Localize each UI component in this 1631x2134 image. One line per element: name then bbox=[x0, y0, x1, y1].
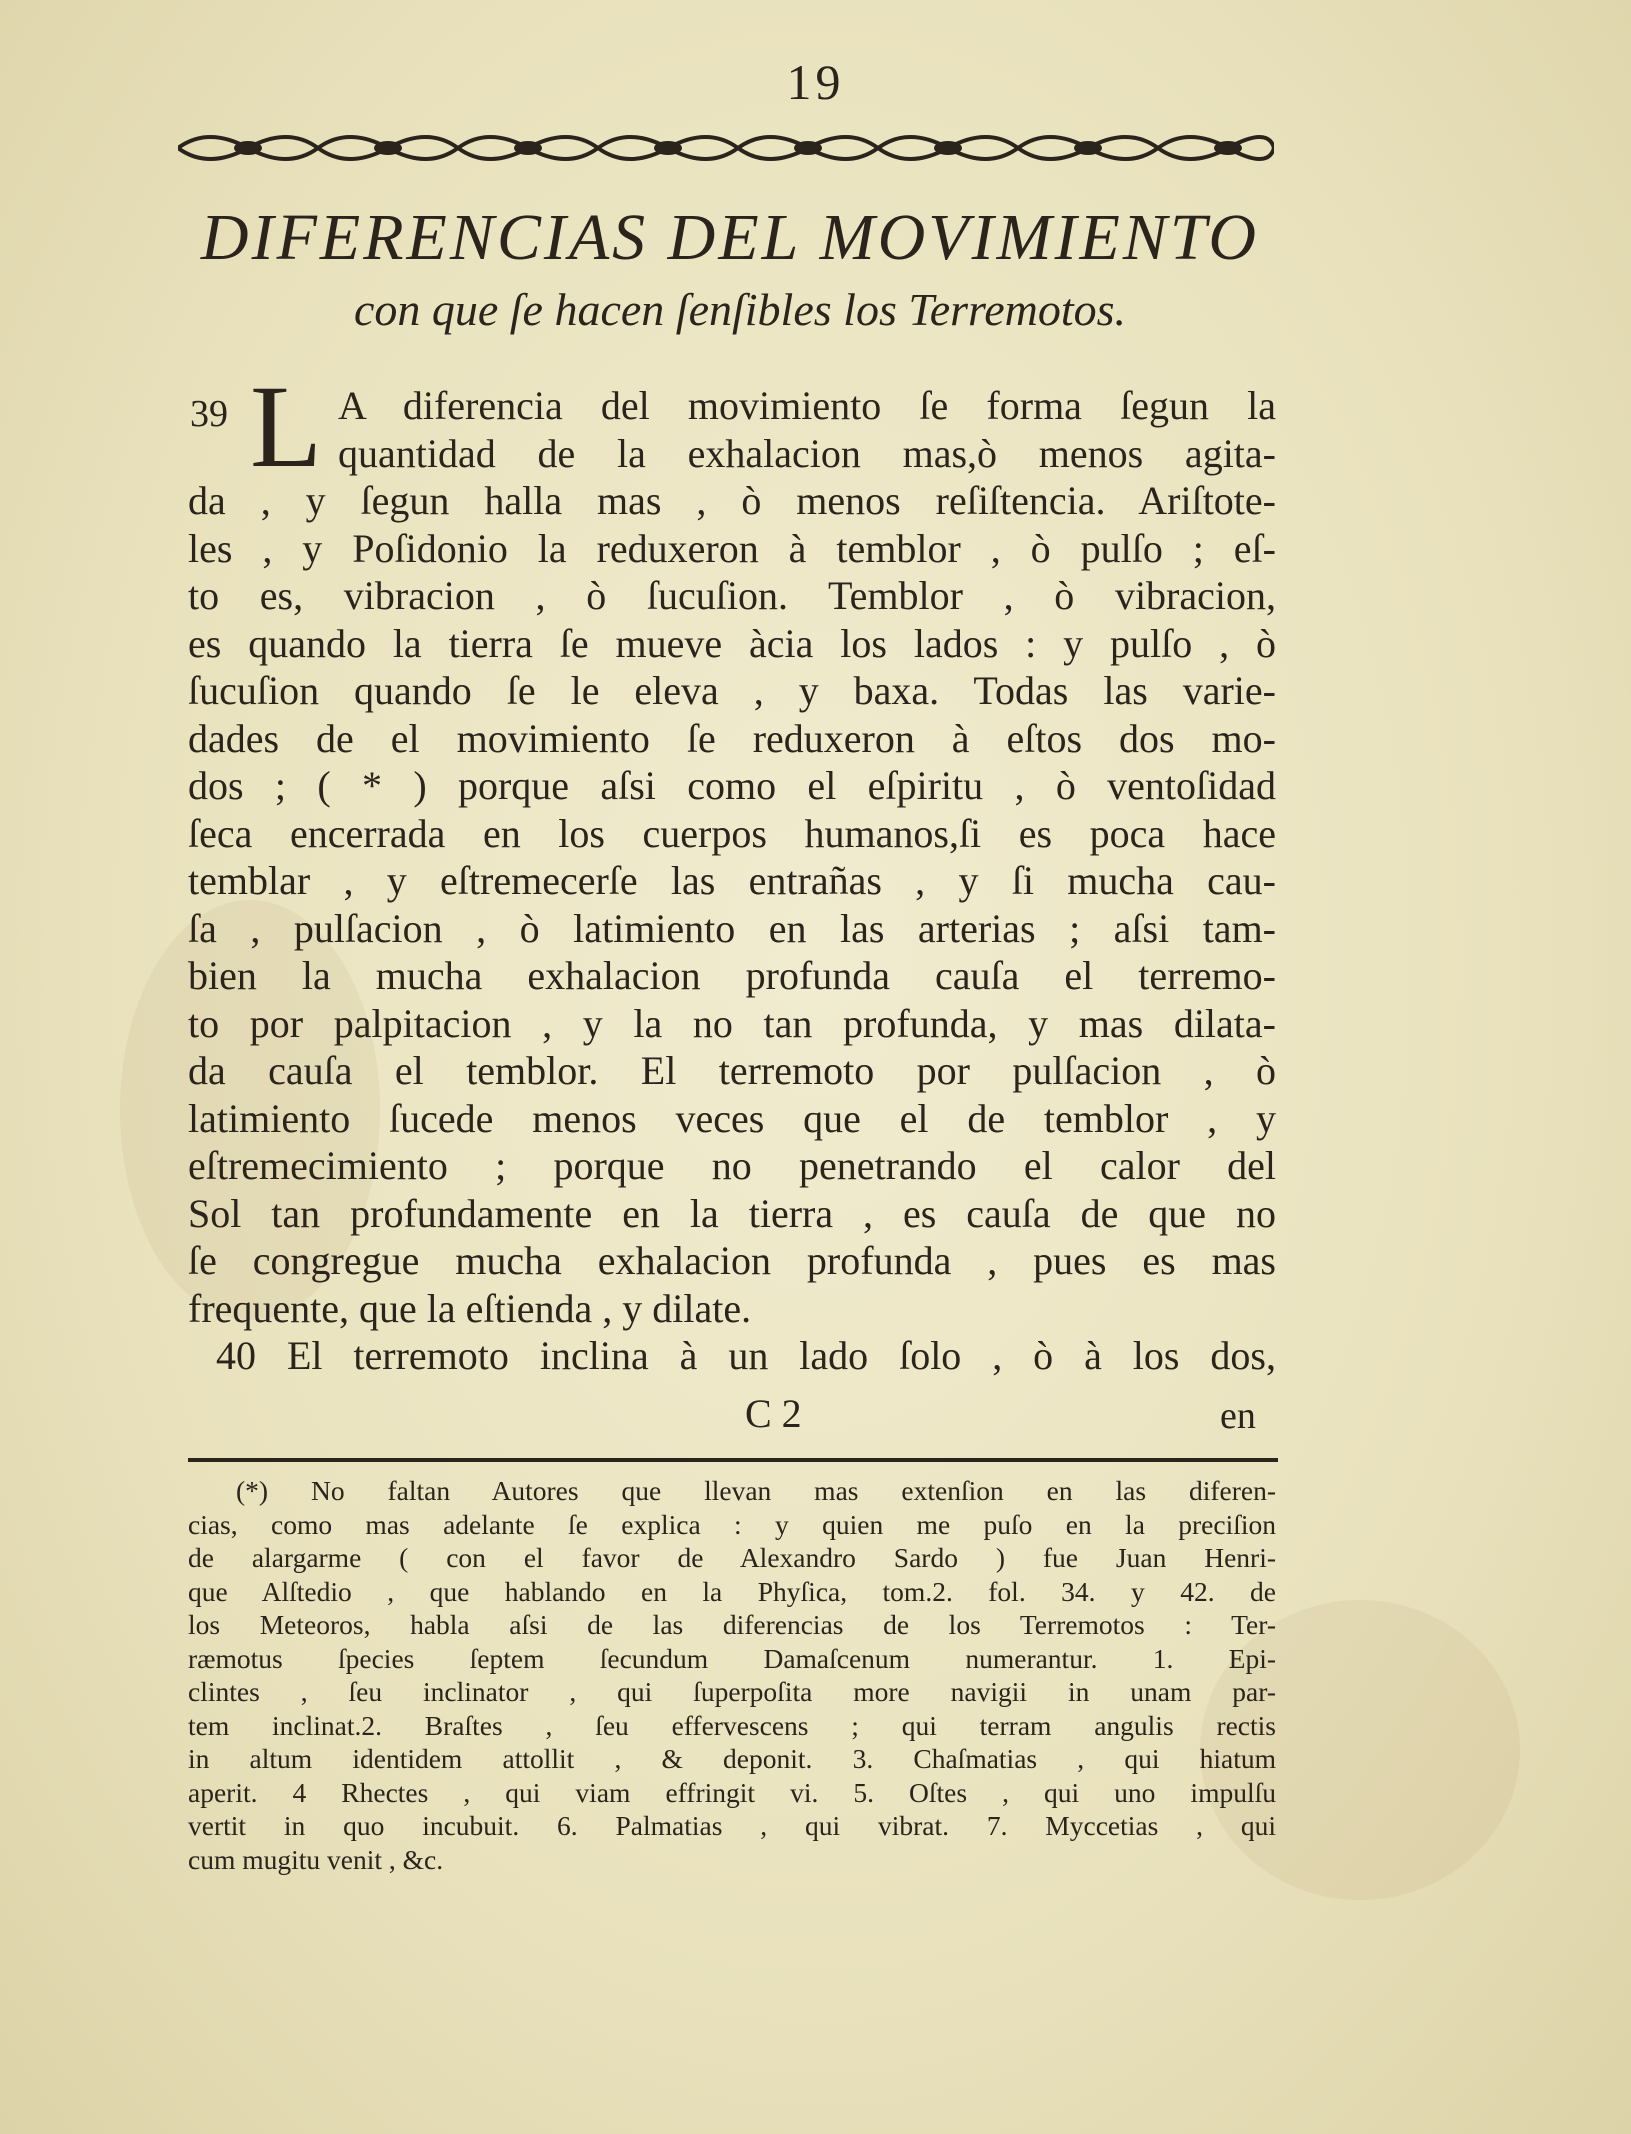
body-text bbox=[188, 382, 1276, 1380]
footnote-line: los Meteoros, habla aſsi de las diferencias de los Terremotos : Ter- bbox=[188, 1609, 1276, 1640]
footnote-line: tem inclinat.2. Braſtes , ſeu effervescens ; qui terram angulis rectis bbox=[188, 1709, 1276, 1741]
text-line: eſtremecimiento ; porque no penetrando el calor del bbox=[188, 1143, 1276, 1188]
text-line: to por palpitacion , y la no tan profunda, y mas dilata- bbox=[188, 1000, 1276, 1046]
text-line: les , y Poſidonio la reduxeron à temblor , ò pulſo ; eſ- bbox=[188, 525, 1276, 571]
text-line: A diferencia del movimiento ſe forma ſegun la bbox=[338, 383, 1276, 428]
text-line: temblar , y eſtremecerſe las entrañas , y ſi mucha cau- bbox=[188, 858, 1276, 903]
text-line: bien la mucha exhalacion profunda cauſa el terremo- bbox=[188, 953, 1276, 998]
text-line: ſucuſion quando ſe le eleva , y baxa. Todas las varie- bbox=[188, 668, 1276, 713]
text-line: dades de el movimiento ſe reduxeron à eſtos dos mo- bbox=[188, 715, 1276, 761]
text-line: ſe congregue mucha exhalacion profunda , pues es mas bbox=[188, 1238, 1276, 1283]
footnote-line: in altum identidem attollit , & deponit. 3. Chaſmatias , qui hiatum bbox=[188, 1743, 1276, 1774]
footnote-line: clintes , ſeu inclinator , qui ſuperpoſita more navigii in unam par- bbox=[188, 1676, 1276, 1707]
text-line: Sol tan profundamente en la tierra , es cauſa de que no bbox=[188, 1190, 1276, 1236]
footnote bbox=[188, 1474, 1276, 1876]
text-line: quantidad de la exhalacion mas,ò menos agita- bbox=[338, 430, 1276, 476]
text-line: es quando la tierra ſe mueve àcia los lados : y pulſo , ò bbox=[188, 620, 1276, 666]
text-line: 40 El terremoto inclina à un lado ſolo , ò à los dos, bbox=[216, 1333, 1276, 1378]
text-line: to es, vibracion , ò ſucuſion. Temblor , ò vibracion, bbox=[188, 573, 1276, 618]
footnote-line: ræmotus ſpecies ſeptem ſecundum Damaſcenum numerantur. 1. Epi- bbox=[188, 1642, 1276, 1674]
text-line: dos ; ( * ) porque aſsi como el eſpiritu , ò ventoſidad bbox=[188, 763, 1276, 808]
text-line: da cauſa el temblor. El terremoto por pulſacion , ò bbox=[188, 1048, 1276, 1093]
footnote-line: vertit in quo incubuit. 6. Palmatias , qui vibrat. 7. Myccetias , qui bbox=[188, 1810, 1276, 1841]
chapter-subtitle: con que ſe hacen ſenſibles los Terremotos. bbox=[353, 284, 1127, 335]
footnote-line: cum mugitu venit , &c. bbox=[188, 1843, 444, 1875]
catchword: en bbox=[1220, 1395, 1256, 1437]
paragraph-number: 39 bbox=[190, 393, 228, 435]
footnote-line: que Alſtedio , que hablando en la Phyſica, tom.2. fol. 34. y 42. de bbox=[188, 1575, 1276, 1607]
footnote-line: (*) No faltan Autores que llevan mas extenſion en las diferen- bbox=[236, 1475, 1276, 1506]
ornament-divider bbox=[178, 118, 1274, 178]
chapter-title: DIFERENCIAS DEL MOVIMIENTO bbox=[200, 201, 1260, 274]
signature-mark: C 2 bbox=[745, 1391, 802, 1436]
footnote-line: cias, como mas adelante ſe explica : y quien me puſo en la preciſion bbox=[188, 1508, 1276, 1540]
text-line: frequente, que la eſtienda , y dilate. bbox=[188, 1285, 752, 1331]
text-line: latimiento ſucede menos veces que el de temblor , y bbox=[188, 1095, 1276, 1141]
footnote-line: aperit. 4 Rhectes , qui viam effringit vi. 5. Oſtes , qui uno impulſu bbox=[188, 1776, 1276, 1808]
footnote-rule bbox=[188, 1458, 1278, 1462]
page-number: 19 bbox=[786, 54, 845, 110]
text-line: ſeca encerrada en los cuerpos humanos,ſi es poca hace bbox=[188, 810, 1276, 856]
drop-cap: L bbox=[250, 361, 323, 492]
footnote-line: de alargarme ( con el favor de Alexandro Sardo ) fue Juan Henri- bbox=[188, 1542, 1276, 1573]
text-line: da , y ſegun halla mas , ò menos reſiſtencia. Ariſtote- bbox=[188, 478, 1276, 523]
text-line: ſa , pulſacion , ò latimiento en las arterias ; aſsi tam- bbox=[188, 905, 1276, 951]
